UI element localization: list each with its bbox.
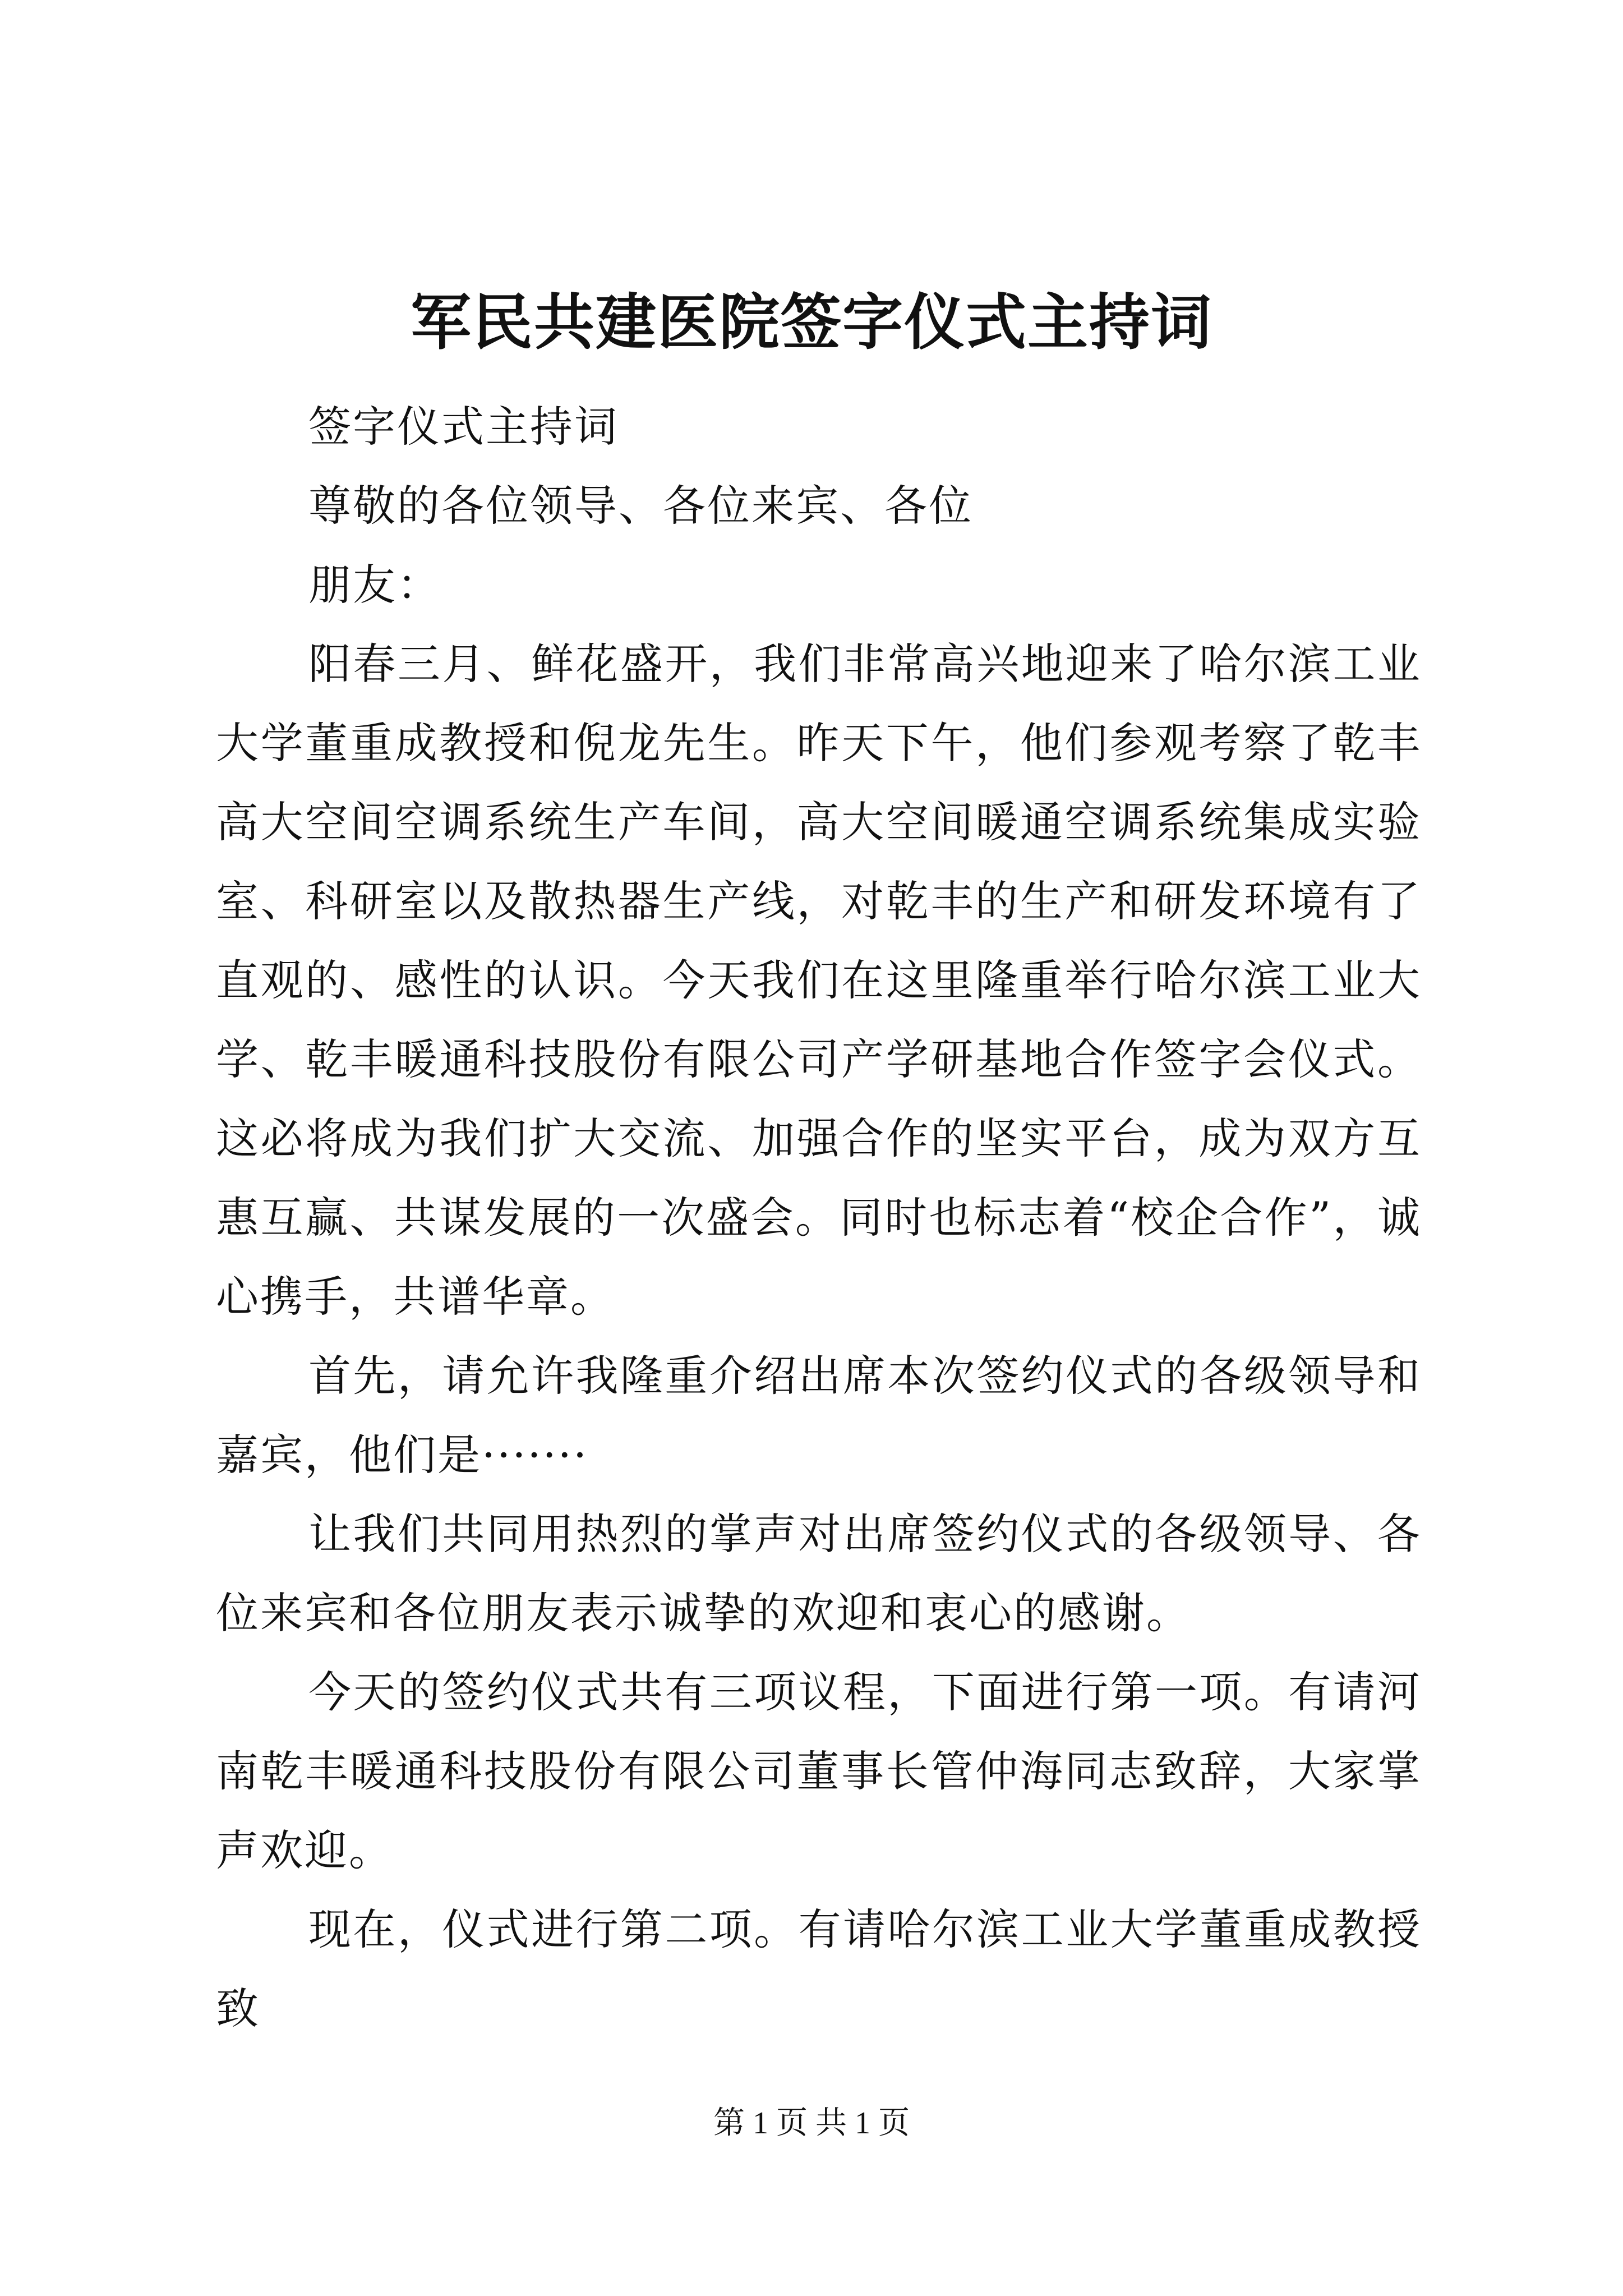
paragraph-subtitle: 签字仪式主持词 bbox=[308, 402, 619, 452]
paragraph-introductions: 首先，请允许我隆重介绍出席本次签约仪式的各级领导和嘉宾，他们是······· bbox=[216, 1351, 1422, 1480]
page-footer: 第 1 页 共 1 页 bbox=[713, 2106, 910, 2141]
document-title: 军民共建医院签字仪式主持词 bbox=[410, 287, 1212, 358]
paragraph-salutation-cont: 朋友： bbox=[308, 560, 441, 610]
paragraph-opening: 阳春三月、鲜花盛开，我们非常高兴地迎来了哈尔滨工业大学董重成教授和倪龙先生。昨天下午，他们参观考察了乾丰高大空间空调系统生产车间，高大空间暖通空调系统集成实验室、科研室以及散热器生产线，对乾丰的生产和研发环境有了直观的、感性的认识。今天我们在这里隆重举行哈尔滨工业大学、乾丰暖通科技股份有限公司产学研基地合作签字会仪式。这必将成为我们扩大交流、加强合作的坚实平台，成为双方互惠互赢、共谋发展的一次盛会。同时也标志着“校企合作”，诚心携手，共谱华章。 bbox=[216, 639, 1422, 1322]
paragraph-salutation: 尊敬的各位领导、各位来宾、各位 bbox=[308, 481, 973, 531]
paragraph-agenda-one: 今天的签约仪式共有三项议程，下面进行第一项。有请河南乾丰暖通科技股份有限公司董事长管仲海同志致辞，大家掌声欢迎。 bbox=[216, 1667, 1422, 1875]
paragraph-agenda-two: 现在，仪式进行第二项。有请哈尔滨工业大学董重成教授致 bbox=[216, 1904, 1422, 2033]
paragraph-welcome: 让我们共同用热烈的掌声对出席签约仪式的各级领导、各位来宾和各位朋友表示诚挚的欢迎和衷心的感谢。 bbox=[216, 1509, 1422, 1638]
document-body bbox=[216, 387, 1422, 2048]
